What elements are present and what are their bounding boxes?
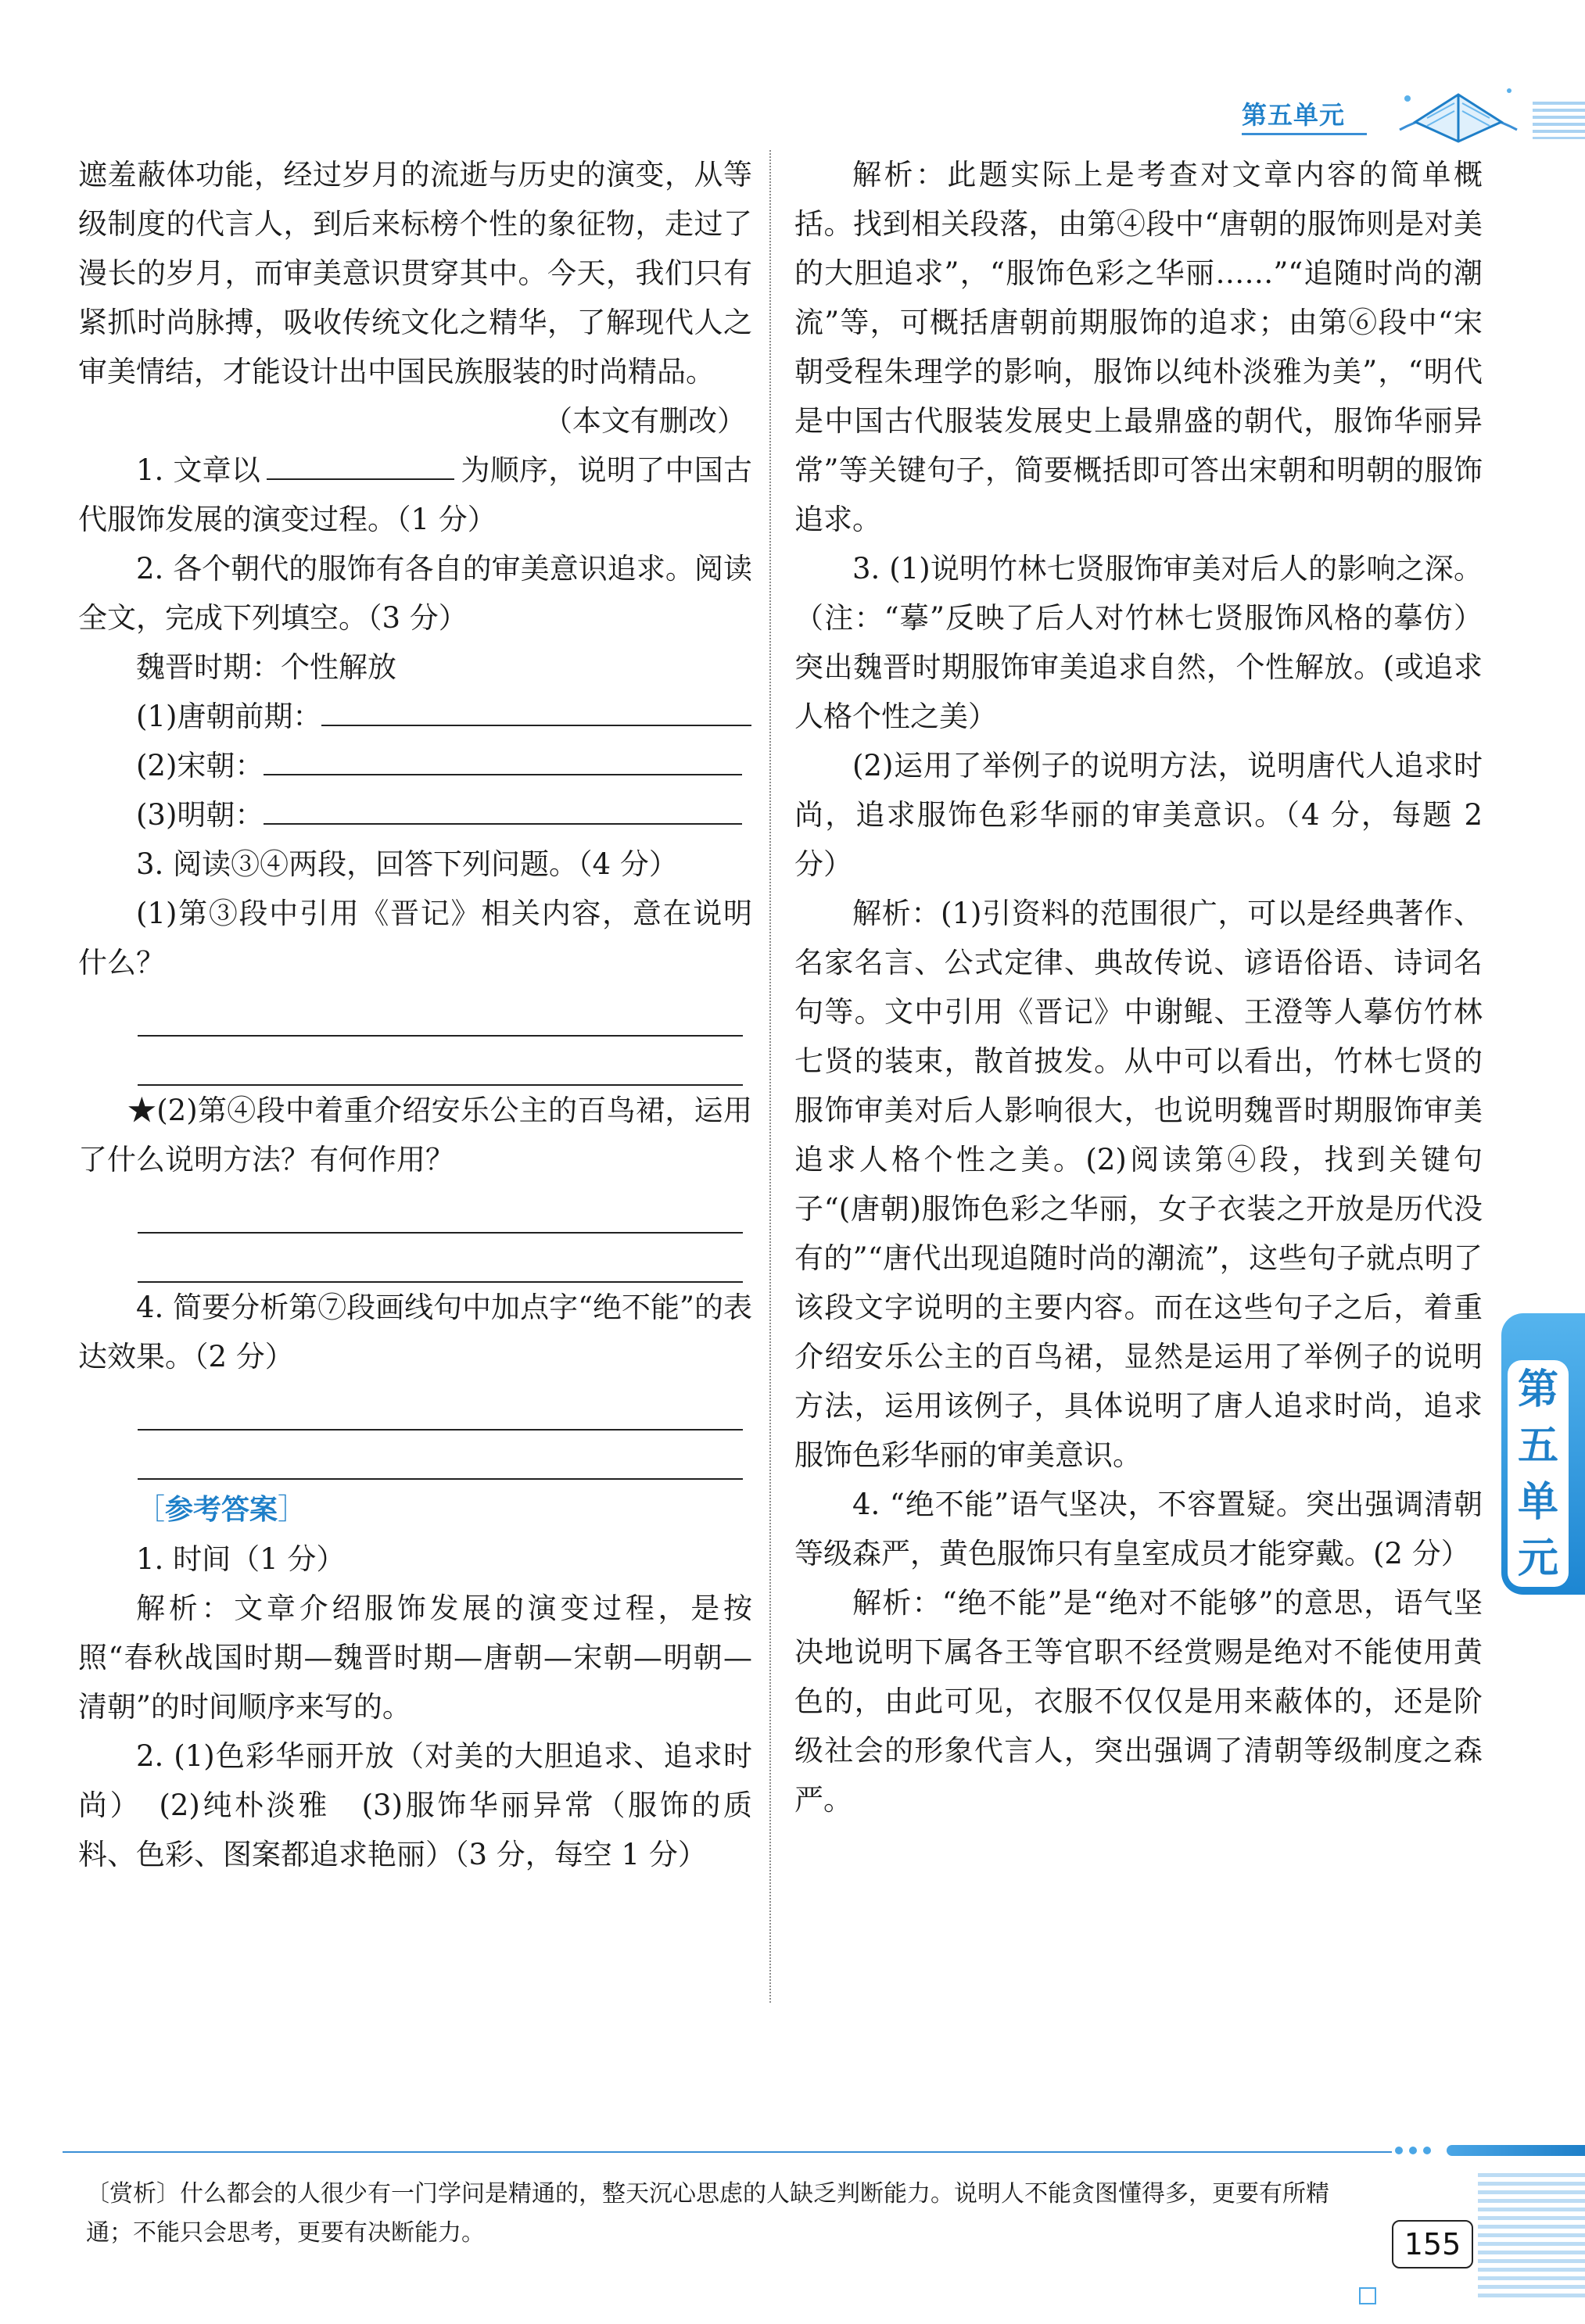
footer-label: 〔赏析〕	[86, 2180, 180, 2208]
footer-body: 什么都会的人很少有一门学问是精通的，整天沉心思虑的人缺乏判断能力。说明人不能贪图懂得多，更要有所精通；不能只会思考，更要有决断能力。	[86, 2180, 1329, 2247]
answer-line[interactable]	[138, 1037, 743, 1086]
column-divider	[769, 150, 771, 2003]
answer-4: 4. “绝不能”语气坚决，不容置疑。突出强调清朝等级森严，黄色服饰只有皇室成员才能穿戴。(2 分）	[794, 1488, 1483, 1570]
answer-3-2: (2)运用了举例子的说明方法，说明唐代人追求时尚，追求服饰色彩华丽的审美意识。（4 分，每题 2 分）	[794, 749, 1483, 881]
answer-line[interactable]	[138, 1234, 743, 1283]
question-2-item-ming: (3)明朝：	[78, 790, 752, 840]
question-2: 2. 各个朝代的服饰有各自的审美意识追求。阅读全文，完成下列填空。（3 分）	[78, 552, 752, 635]
question-2-example: 魏晋时期：个性解放	[136, 650, 396, 684]
ming-answer-blank[interactable]	[264, 790, 742, 825]
song-answer-blank[interactable]	[264, 741, 742, 775]
question-1	[78, 446, 752, 544]
question-3-1: (1)第③段中引用《晋记》相关内容，意在说明什么？	[78, 897, 752, 979]
answer-1: 1. 时间（1 分）	[136, 1542, 346, 1576]
tang-answer-blank[interactable]	[321, 692, 751, 726]
footer-rule	[63, 2151, 1392, 2153]
question-4: 4. 简要分析第⑦段画线句中加点字“绝不能”的表达效果。（2 分）	[78, 1291, 752, 1373]
question-1-blank[interactable]	[267, 446, 454, 480]
answer-2-analysis: 解析：此题实际上是考查对文章内容的简单概括。找到相关段落，由第④段中“唐朝的服饰则是对美的大胆追求”，“服饰色彩之华丽……”“追随时尚的潮流”等，可概括唐朝前期服饰的追求；由第⑥段中“宋朝受程朱理学的影响，服饰以纯朴淡雅为美”，“明代是中国古代服装发展史上最鼎盛的朝代，服饰华丽异常”等关键句子，简要概括即可答出宋朝和明朝的服饰追求。	[794, 158, 1483, 536]
footer-appreciation	[86, 2175, 1368, 2253]
page-number: 155	[1404, 2227, 1461, 2261]
left-column	[78, 150, 752, 1879]
question-3: 3. 阅读③④两段，回答下列问题。（4 分）	[136, 847, 678, 881]
answer-3-analysis: 解析：(1)引资料的范围很广，可以是经典著作、名家名言、公式定律、典故传说、谚语俗语、诗词名句等。文中引用《晋记》中谢鲲、王澄等人摹仿竹林七贤的装束，散首披发。从中可以看出，竹林七贤的服饰审美对后人影响很大，也说明魏晋时期服饰审美追求人格个性之美。(2)阅读第④段，找到关键句子“(唐朝)服饰色彩之华丽，女子衣装之开放是历代没有的”“唐代出现追随时尚的潮流”，这些句子就点明了该段文字说明的主要内容。而在这些句子之后，着重介绍安乐公主的百鸟裙，显然是运用了举例子的说明方法，运用该例子，具体说明了唐人追求时尚，追求服饰色彩华丽的审美意识。	[794, 897, 1483, 1472]
source-note: （本文有删改）	[543, 404, 746, 438]
answer-4-analysis: 解析：“绝不能”是“绝对不能够”的意思，语气坚决地说明下属各王等官职不经赏赐是绝对不能使用黄色的，由此可见，衣服不仅仅是用来蔽体的，还是阶级社会的形象代言人，突出强调了清朝等级制度之森严。	[794, 1586, 1483, 1817]
answer-3-1: 3. (1)说明竹林七贤服饰审美对后人的影响之深。（注：“摹”反映了后人对竹林七贤服饰风格的摹仿）突出魏晋时期服饰审美追求自然，个性解放。(或追求人格个性之美）	[794, 552, 1483, 733]
answer-1-analysis: 解析：文章介绍服饰发展的演变过程，是按照“春秋战国时期—魏晋时期—唐朝—宋朝—明朝—清朝”的时间顺序来写的。	[78, 1592, 752, 1724]
open-book-icon	[1392, 67, 1525, 153]
article-ending-paragraph: 遮羞蔽体功能，经过岁月的流逝与历史的演变，从等级制度的代言人，到后来标榜个性的象征物，走过了漫长的岁月，而审美意识贯穿其中。今天，我们只有紧抓时尚脉搏，吸收传统文化之精华，了解现代人之审美情结，才能设计出中国民族服装的时尚精品。	[78, 158, 752, 389]
footer-dots-decoration	[1395, 2147, 1431, 2154]
answer-line[interactable]	[138, 1184, 743, 1234]
right-column	[794, 150, 1483, 1824]
answer-2: 2. (1)色彩华丽开放（对美的大胆追求、追求时尚） (2)纯朴淡雅 (3)服饰华丽异常（服饰的质料、色彩、图案都追求艳丽）（3 分，每空 1 分）	[78, 1739, 752, 1871]
reference-answer-heading: ［参考答案］	[136, 1492, 307, 1526]
unit-header-label: 第五单元	[1242, 100, 1346, 130]
answer-line[interactable]	[138, 987, 743, 1037]
answer-line[interactable]	[138, 1381, 743, 1431]
question-3-2: ★(2)第④段中着重介绍安乐公主的百鸟裙，运用了什么说明方法？有何作用？	[78, 1094, 752, 1176]
answer-line[interactable]	[138, 1431, 743, 1480]
page-corner-stripes	[1478, 2173, 1585, 2298]
unit-side-tab-label: 第五单元	[1517, 1366, 1558, 1582]
square-icon	[1359, 2287, 1376, 2304]
footer-bar-decoration	[1447, 2145, 1585, 2156]
question-1-after: 为顺序，说明了中国古代服饰发展的演变过程。（1 分）	[78, 453, 752, 536]
header-underline	[1242, 133, 1367, 135]
question-2-item-song: (2)宋朝：	[78, 741, 752, 790]
header-stripes-decoration	[1533, 102, 1585, 139]
question-2-item-tang: (1)唐朝前期：	[78, 692, 752, 741]
question-1-before: 1. 文章以	[136, 453, 261, 487]
